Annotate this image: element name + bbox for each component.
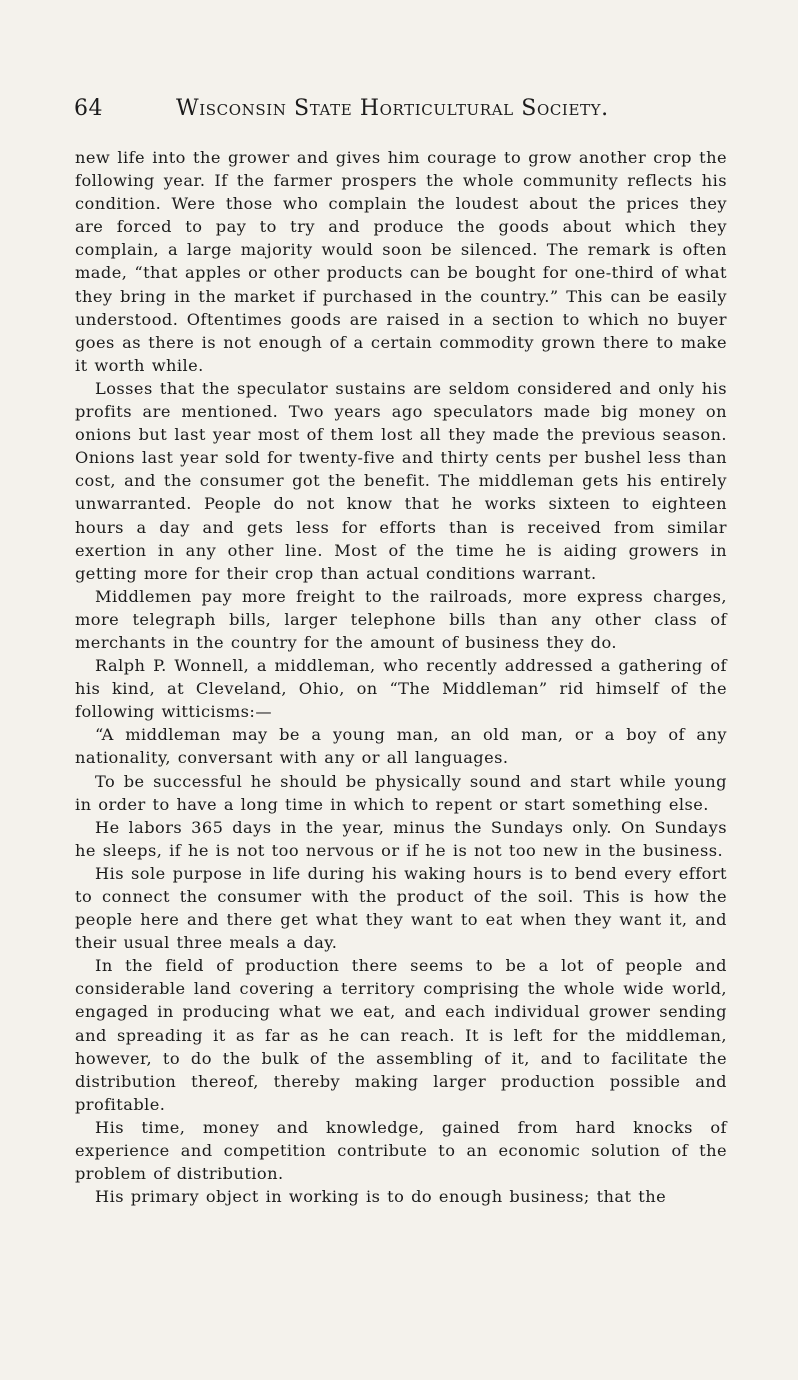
paragraph-9: In the field of production there seems to be a lot of people and considerable land covering a territory comprising the whole wide world, engaged in producing what we eat, and each individual grower sending and spreading it as far as he can reach. It is left for the middleman, however, to do the bulk of the assembling of it, and to facilitate the distribution thereof, thereby making larger production possible and profitable. [75,956,727,1114]
paragraph-5: “A middleman may be a young man, an old man, or a boy of any nationality, conversant with any or all languages. [75,725,727,768]
running-title: Wisconsin State Horticultural Society. [176,96,609,121]
paragraph-10: His time, money and knowledge, gained from hard knocks of experience and competition contribute to an economic solution of the problem of distribution. [75,1117,727,1184]
paragraph-3: Middlemen pay more freight to the railroads, more express charges, more telegraph bills, larger telephone bills than any other class of merchants in the country for the amount of business they do. [75,586,727,652]
paragraph-1: new life into the grower and gives him courage to grow another crop the following year. If the farmer prospers the whole community reflects his condition. Were those who complain the loudest about the prices they are forced to pay to try and produce the goods about which they complain, a large majority would soon be silenced. The remark is often made, “that apples or other products can be bought for one-third of what they bring in the market if purchased in the country.” This can be easily understood. Oftentimes goods are raised in a section to which no buyer goes as there is not enough of a certain commodity grown there to make it worth while. [75,148,727,375]
paragraph-2: Losses that the speculator sustains are seldom considered and only his profits are mentioned. Two years ago speculators made big money on onions but last year most of them lost all they made the previous season. Onions last year sold for twenty-five and thirty cents per bushel less than cost, and the consumer got the benefit. The middleman gets his entirely unwarranted. People do not know that he works sixteen to eighteen hours a day and gets less for efforts than is received from similar exertion in any other line. Most of the time he is aiding growers in getting more for their crop than actual conditions warrant. [75,378,727,583]
paragraph-4: Ralph P. Wonnell, a middleman, who recently addressed a gathering of his kind, at Cleveland, Ohio, on “The Middleman” rid himself of the following witticisms:— [75,656,727,722]
paragraph-7: He labors 365 days in the year, minus the Sundays only. On Sundays he sleeps, if he is not too nervous or if he is not too new in the business. [75,817,727,860]
paragraph-6: To be successful he should be physically sound and start while young in order to have a long time in which to repent or start something else. [75,771,727,814]
body-text [75,146,727,1208]
paragraph-11: His primary object in working is to do enough business; that the [95,1187,667,1207]
page-number: 64 [74,96,103,121]
page-header [74,96,726,126]
paragraph-8: His sole purpose in life during his waking hours is to bend every effort to connect the consumer with the product of the soil. This is how the people here and there get what they want to eat when they want it, and their usual three meals a day. [75,863,727,953]
